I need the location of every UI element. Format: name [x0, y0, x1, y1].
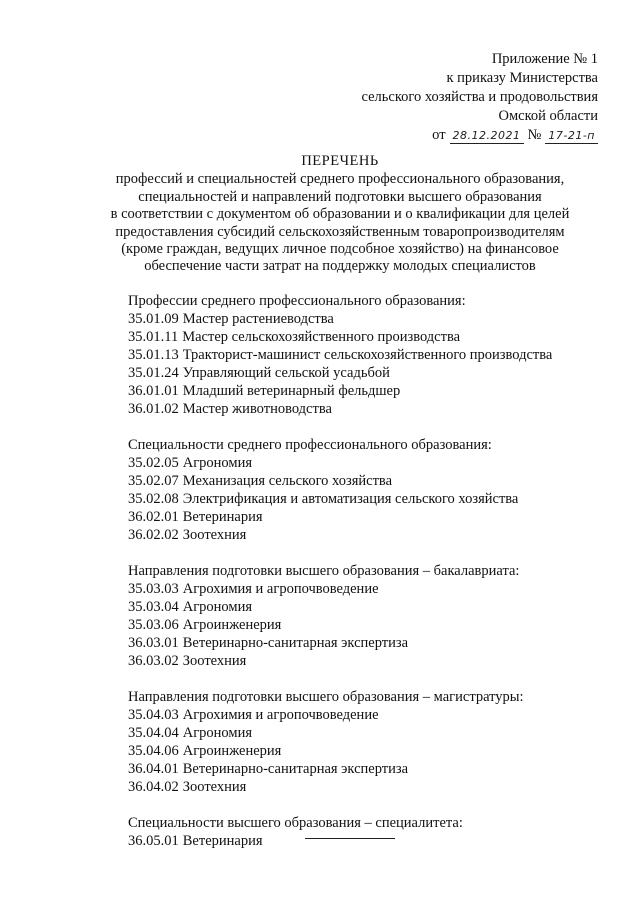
- item-code: 35.01.13: [128, 347, 179, 363]
- item-name: Ветеринарно-санитарная экспертиза: [182, 635, 409, 651]
- list-item: [128, 490, 552, 508]
- section-heading: Специальности высшего образования – специалитета:: [128, 815, 463, 831]
- list-item: [128, 724, 552, 742]
- list-item: [128, 616, 552, 634]
- title-line: в соответствии с документом об образовании и о квалификации для целей: [110, 206, 570, 223]
- item-name: Зоотехния: [182, 653, 247, 669]
- item-code: 35.02.08: [128, 491, 179, 507]
- item-name: Электрификация и автоматизация сельского хозяйства: [182, 491, 519, 507]
- appendix-header: [361, 50, 598, 145]
- section-2: [128, 562, 552, 670]
- list-item: [128, 742, 552, 760]
- list-item: [128, 346, 552, 364]
- date-prefix: от: [432, 127, 446, 143]
- list-item: [128, 634, 552, 652]
- item-name: Агрономия: [182, 455, 253, 471]
- item-name: Зоотехния: [182, 779, 247, 795]
- item-code: 36.04.02: [128, 779, 179, 795]
- item-code: 36.02.01: [128, 509, 179, 525]
- item-name: Тракторист-машинист сельскохозяйственного производства: [182, 347, 553, 363]
- section-1: [128, 436, 552, 544]
- section-heading: Направления подготовки высшего образования – бакалавриата:: [128, 563, 520, 579]
- item-name: Агроинженерия: [182, 743, 282, 759]
- item-name: Ветеринария: [182, 833, 263, 849]
- item-name: Агроинженерия: [182, 617, 282, 633]
- item-code: 36.02.02: [128, 527, 179, 543]
- item-name: Мастер растениеводства: [182, 311, 334, 327]
- list-item: [128, 652, 552, 670]
- item-code: 36.05.01: [128, 833, 179, 849]
- document-title: [80, 153, 600, 276]
- item-name: Ветеринарно-санитарная экспертиза: [182, 761, 409, 777]
- list-item: [128, 706, 552, 724]
- list-item: [128, 778, 552, 796]
- item-code: 35.02.07: [128, 473, 179, 489]
- order-reference: к приказу Министерства: [446, 70, 598, 86]
- item-code: 35.03.03: [128, 581, 179, 597]
- item-name: Младший ветеринарный фельдшер: [182, 383, 401, 399]
- section-0: [128, 292, 552, 418]
- item-code: 36.04.01: [128, 761, 179, 777]
- item-code: 36.01.02: [128, 401, 179, 417]
- item-code: 36.03.02: [128, 653, 179, 669]
- list-item: [128, 580, 552, 598]
- section-3: [128, 688, 552, 796]
- item-name: Агрономия: [182, 599, 253, 615]
- title-line: обеспечение части затрат на поддержку молодых специалистов: [144, 258, 536, 275]
- list-item: [128, 454, 552, 472]
- item-code: 36.03.01: [128, 635, 179, 651]
- item-code: 35.03.04: [128, 599, 179, 615]
- order-date-number-line: [361, 126, 598, 145]
- list-item: [128, 310, 552, 328]
- item-name: Агрохимия и агропочвоведение: [182, 581, 379, 597]
- end-divider: [305, 838, 395, 839]
- item-code: 35.01.09: [128, 311, 179, 327]
- item-name: Агрохимия и агропочвоведение: [182, 707, 379, 723]
- item-name: Мастер животноводства: [182, 401, 332, 417]
- item-name: Зоотехния: [182, 527, 247, 543]
- item-code: 35.04.03: [128, 707, 179, 723]
- list-item: [128, 508, 552, 526]
- item-code: 35.01.24: [128, 365, 179, 381]
- section-heading: Специальности среднего профессионального образования:: [128, 437, 492, 453]
- item-code: 35.04.06: [128, 743, 179, 759]
- list-item: [128, 472, 552, 490]
- appendix-label: Приложение № 1: [491, 51, 598, 67]
- list-item: [128, 400, 552, 418]
- item-name: Ветеринария: [182, 509, 263, 525]
- section-heading: Профессии среднего профессионального образования:: [128, 293, 466, 309]
- item-code: 35.02.05: [128, 455, 179, 471]
- list-item: [128, 526, 552, 544]
- region-name: Омской области: [498, 108, 598, 124]
- item-name: Механизация сельского хозяйства: [182, 473, 393, 489]
- item-code: 35.01.11: [128, 329, 179, 345]
- number-prefix: №: [527, 127, 542, 143]
- handwritten-date: 28.12.2021: [450, 129, 524, 144]
- list-item: [128, 760, 552, 778]
- list-item: [128, 832, 552, 850]
- handwritten-number: 17-21-п: [545, 129, 598, 144]
- item-name: Управляющий сельской усадьбой: [182, 365, 390, 381]
- item-name: Агрономия: [182, 725, 253, 741]
- section-heading: Направления подготовки высшего образования – магистратуры:: [128, 689, 524, 705]
- title-line: (кроме граждан, ведущих личное подсобное хозяйство) на финансовое: [121, 241, 559, 258]
- item-code: 35.03.06: [128, 617, 179, 633]
- list-item: [128, 364, 552, 382]
- item-code: 36.01.01: [128, 383, 179, 399]
- list-item: [128, 328, 552, 346]
- list-item: [128, 382, 552, 400]
- title-line: специальностей и направлений подготовки высшего образования: [138, 188, 542, 205]
- title-line: предоставления субсидий сельскохозяйственным товаропроизводителям: [115, 223, 565, 240]
- title-main: ПЕРЕЧЕНЬ: [301, 153, 379, 169]
- item-name: Мастер сельскохозяйственного производства: [182, 329, 461, 345]
- item-code: 35.04.04: [128, 725, 179, 741]
- list-item: [128, 598, 552, 616]
- sections-list: [128, 292, 552, 868]
- ministry-name: сельского хозяйства и продовольствия: [361, 89, 598, 105]
- section-4: [128, 814, 552, 850]
- title-line: профессий и специальностей среднего профессионального образования,: [115, 171, 565, 188]
